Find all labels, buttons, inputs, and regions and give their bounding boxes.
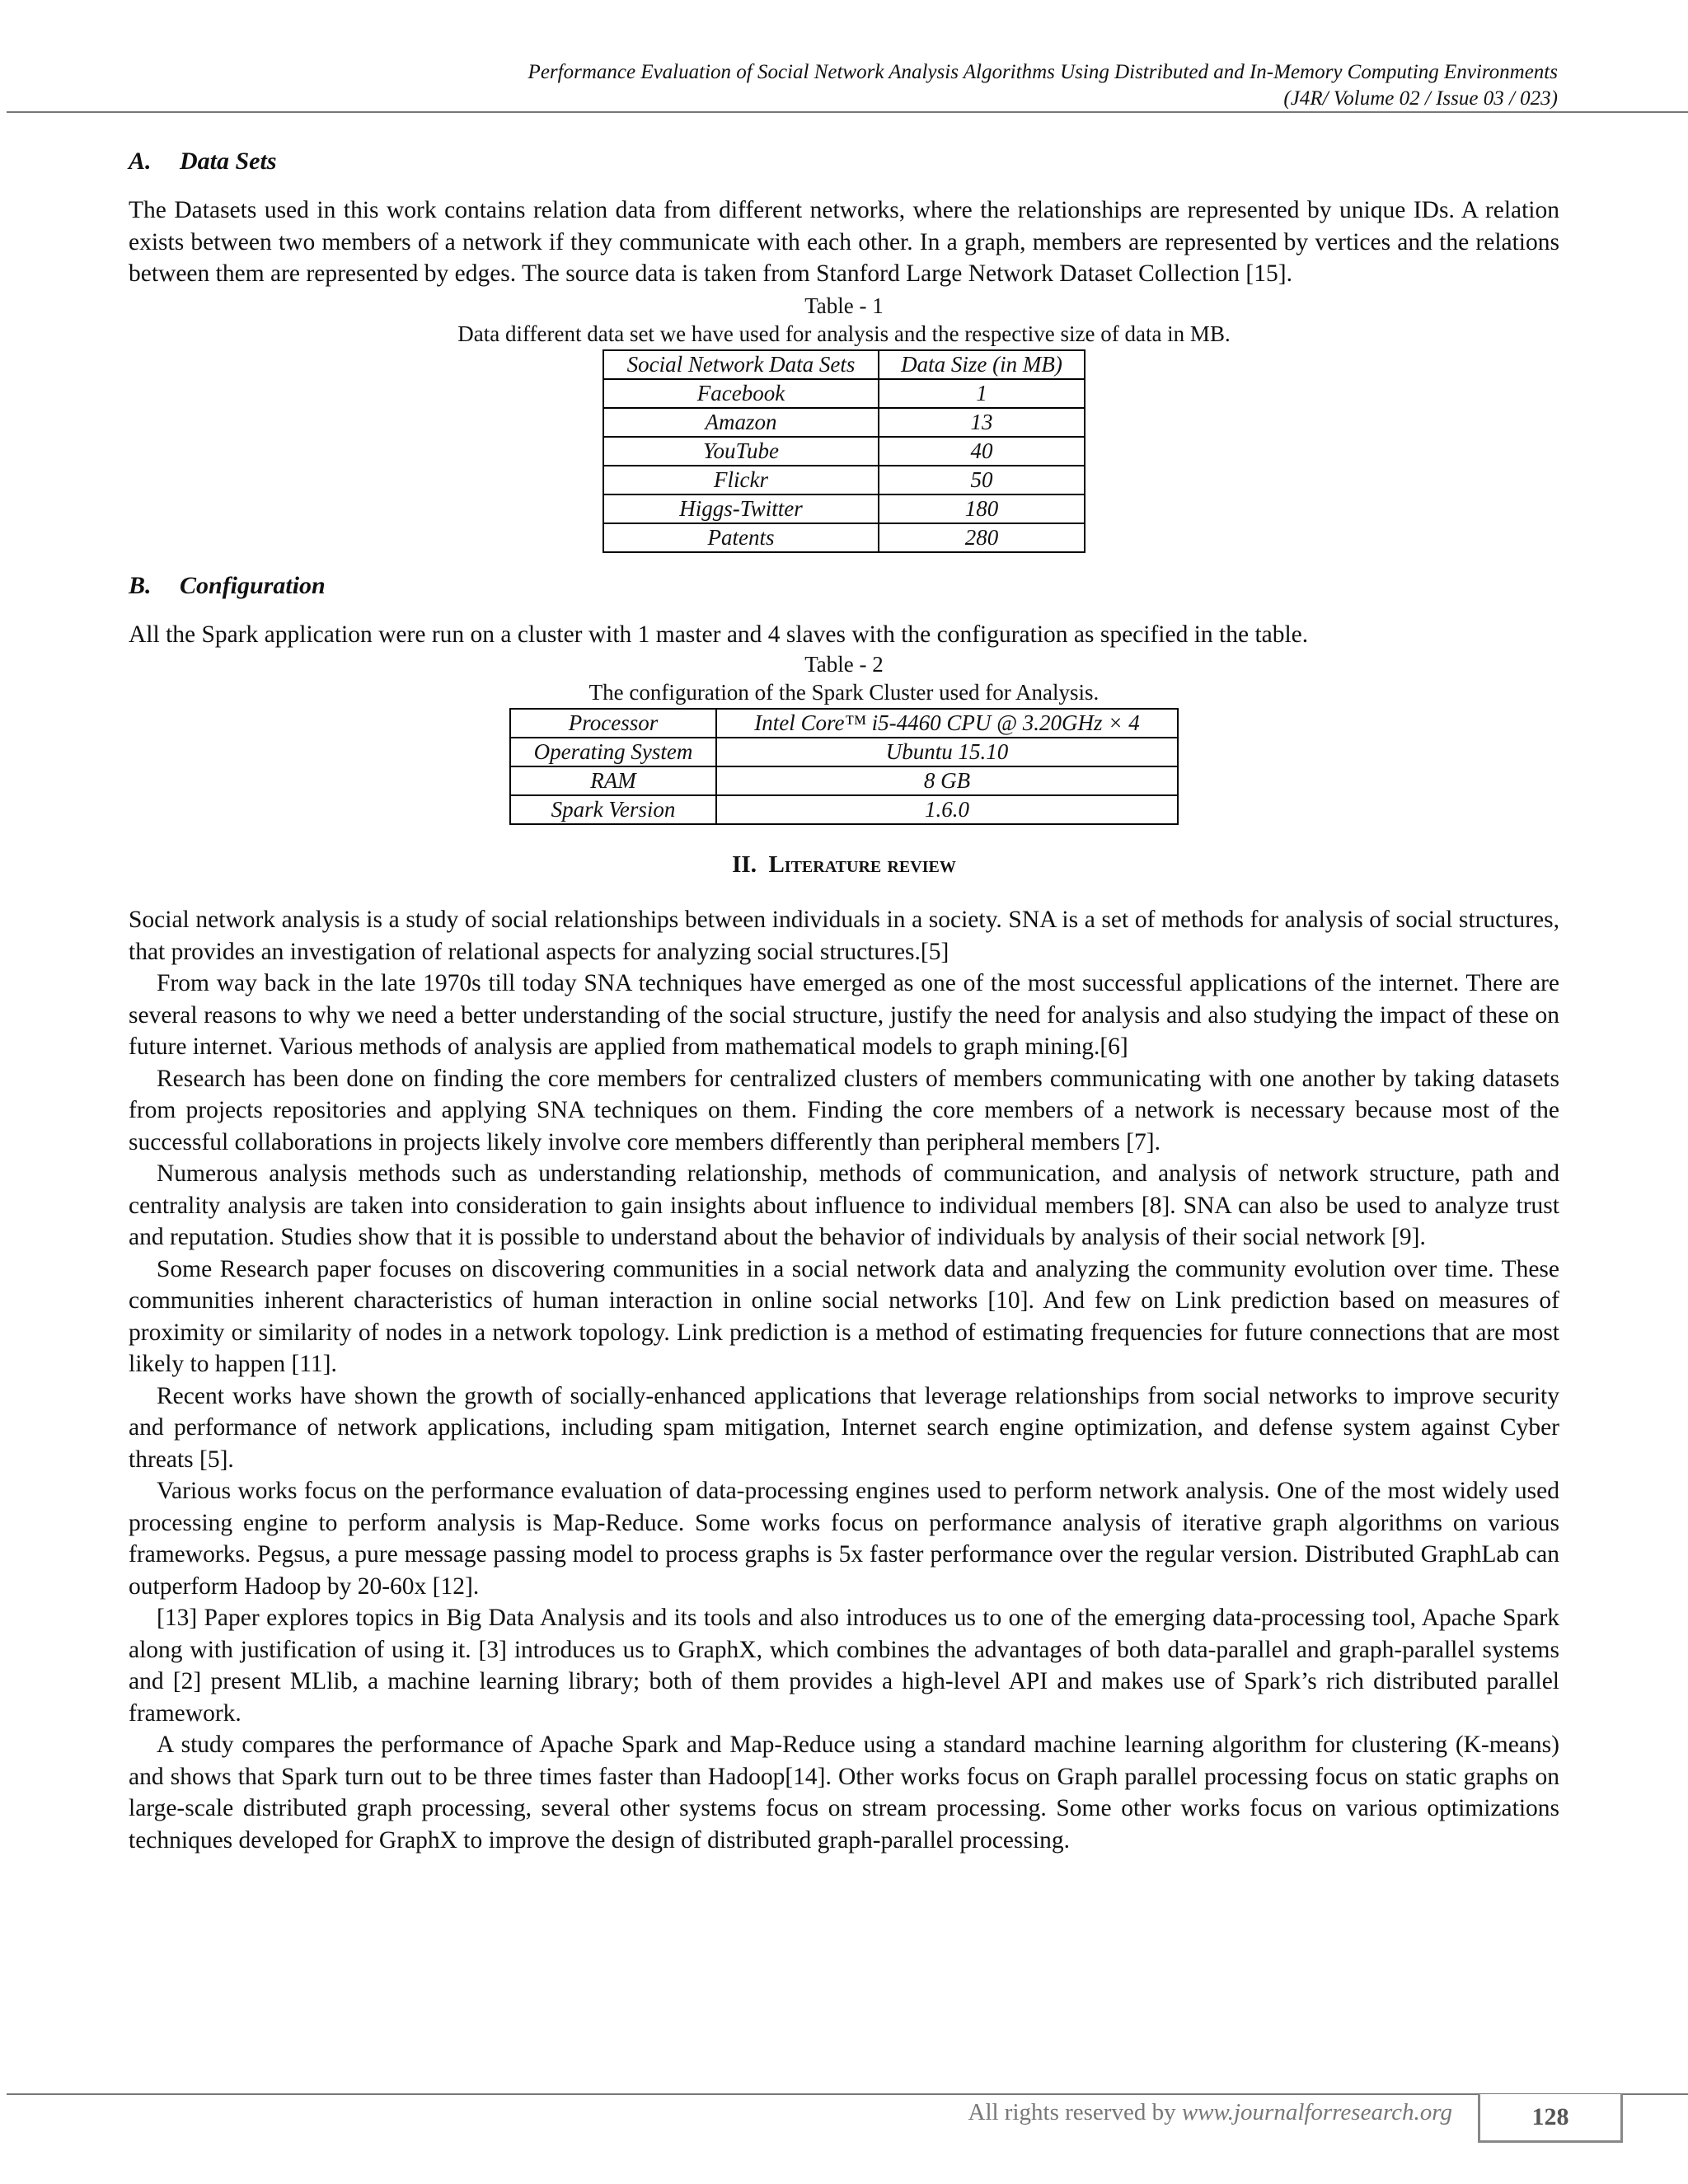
table-row <box>603 350 1085 379</box>
footer-url: www.journalforresearch.org <box>1181 2099 1452 2125</box>
table-row <box>603 408 1085 437</box>
body-paragraph: [13] Paper explores topics in Big Data Analysis and its tools and also introduces us to one of the emerging data-processing tool, Apache Spark along with justification of using it. [3] introduces us to GraphX, which combines the advantages of both data-parallel and graph-parallel systems and [2] present MLlib, a machine learning library; both of them provides a high-level API and makes use of Spark’s rich distributed parallel framework. <box>129 1605 1559 1727</box>
table-cell: Ubuntu 15.10 <box>716 738 1178 766</box>
table-cell: 180 <box>879 494 1085 523</box>
table-cell: 1 <box>879 379 1085 408</box>
table-cell: YouTube <box>603 437 879 466</box>
footer-rights-label: All rights reserved by <box>968 2099 1176 2125</box>
section-2-number: II. <box>732 851 757 878</box>
table-cell: Processor <box>510 709 716 738</box>
table-cell: Amazon <box>603 408 879 437</box>
table1-label: Table - 1 <box>804 293 884 318</box>
table-row <box>510 795 1178 824</box>
section-a-paragraph: The Datasets used in this work contains relation data from different networks, where the relationships are represented by unique IDs. A relation exists between two members of a network if they communicate with each other. In a graph, members are represented by vertices and the relations between them are represented by edges. The source data is taken from Stanford Large Network Dataset Collection [15]. <box>129 197 1559 287</box>
body-paragraph: Some Research paper focuses on discovering communities in a social network data and analyzing the community evolution over time. These communities inherent characteristics of human interaction in online social networks [10]. And few on Link prediction based on measures of proximity or similarity of nodes in a network topology. Link prediction is a method of estimating frequencies for future connections that are most likely to happen [11]. <box>129 1255 1559 1377</box>
footer-divider <box>7 2093 1688 2095</box>
table-row <box>510 738 1178 766</box>
header-issue: (J4R/ Volume 02 / Issue 03 / 023) <box>1283 87 1558 110</box>
body-paragraph: Recent works have shown the growth of socially-enhanced applications that leverage relationships from social networks to improve security and performance of network applications, including spam mitigation, Internet search engine optimization, and defense system against Cyber threats [5]. <box>129 1382 1559 1473</box>
table-cell: Flickr <box>603 466 879 494</box>
table-row <box>603 437 1085 466</box>
table-cell: 13 <box>879 408 1085 437</box>
table-cell: 1.6.0 <box>716 795 1178 824</box>
table-cell: Facebook <box>603 379 879 408</box>
body-paragraph: From way back in the late 1970s till today SNA techniques have emerged as one of the most successful applications of the internet. There are several reasons to why we need a better understanding of the social structure, justify the need for analysis and also studying the impact of these on future internet. Various methods of analysis are applied from mathematical models to graph mining.[6] <box>129 970 1559 1060</box>
table2 <box>509 708 1179 825</box>
footer-rights <box>968 2099 1453 2126</box>
section-2-heading <box>129 848 1559 881</box>
table-cell: Intel Core™ i5-4460 CPU @ 3.20GHz × 4 <box>716 709 1178 738</box>
section-b-label: B. <box>129 571 152 599</box>
body-paragraph: Research has been done on finding the core members for centralized clusters of members communicating with one another by taking datasets from projects repositories and applying SNA techniques on them. Finding the core members of a network is necessary because most of the successful collaborations in projects likely involve core members differently than peripheral members [7]. <box>129 1065 1559 1155</box>
table1-caption: Data different data set we have used for analysis and the respective size of data in MB. <box>457 321 1231 346</box>
body-paragraph: Social network analysis is a study of social relationships between individuals in a society. SNA is a set of methods for analysis of social structures, that provides an investigation of relational aspects for analyzing social structures.[5] <box>129 907 1559 965</box>
table-cell: Spark Version <box>510 795 716 824</box>
table-cell: 50 <box>879 466 1085 494</box>
section-a-heading <box>129 145 1559 178</box>
table-cell: RAM <box>510 766 716 795</box>
table-header-cell: Data Size (in MB) <box>879 350 1085 379</box>
table-cell: Patents <box>603 523 879 552</box>
table-cell: 40 <box>879 437 1085 466</box>
section-a-label: A. <box>129 148 152 175</box>
table-cell: 8 GB <box>716 766 1178 795</box>
table-row <box>603 466 1085 494</box>
table2-caption: The configuration of the Spark Cluster used for Analysis. <box>588 680 1100 705</box>
table1 <box>603 349 1085 553</box>
body-paragraph: Various works focus on the performance evaluation of data-processing engines used to perform network analysis. One of the most widely used processing engine to perform analysis is Map-Reduce. Some works focus on performance analysis of iterative graph algorithms on various frameworks. Pegsus, a pure message passing model to process graphs is 5x faster performance over the regular version. Distributed GraphLab can outperform Hadoop by 20-60x [12]. <box>129 1478 1559 1600</box>
table-row <box>603 494 1085 523</box>
body-paragraph: Numerous analysis methods such as understanding relationship, methods of communication, and analysis of network structure, path and centrality analysis are taken into consideration to gain insights about influence to individual members [8]. SNA can also be used to analyze trust and reputation. Studies show that it is possible to understand about the behavior of individuals by analysis of their social network [9]. <box>129 1160 1559 1250</box>
header-divider <box>7 111 1688 113</box>
table-row <box>510 709 1178 738</box>
table-row <box>603 379 1085 408</box>
table2-label: Table - 2 <box>804 652 884 677</box>
table-header-cell: Social Network Data Sets <box>603 350 879 379</box>
table-row <box>510 766 1178 795</box>
section-b-heading <box>129 569 1559 602</box>
table-cell: Higgs-Twitter <box>603 494 879 523</box>
body-paragraph: A study compares the performance of Apache Spark and Map-Reduce using a standard machine learning algorithm for clustering (K-means) and shows that Spark turn out to be three times faster than Hadoop[14]. Other works focus on Graph parallel processing focus on static graphs on large-scale distributed graph processing, several other systems focus on stream processing. Some other works focus on various optimizations techniques developed for GraphX to improve the design of distributed graph-parallel processing. <box>129 1732 1559 1854</box>
section-2-title: Literature review <box>768 851 956 878</box>
header-title: Performance Evaluation of Social Network Analysis Algorithms Using Distributed and In-Memory Computing Environments <box>528 61 1558 83</box>
section-b-title: Configuration <box>180 571 326 599</box>
section-a-title: Data Sets <box>180 148 277 175</box>
section-b-paragraph: All the Spark application were run on a cluster with 1 master and 4 slaves with the configuration as specified in the table. <box>129 621 1309 648</box>
page-number: 128 <box>1478 2094 1623 2143</box>
page-content <box>129 140 1559 1856</box>
table-cell: 280 <box>879 523 1085 552</box>
table-cell: Operating System <box>510 738 716 766</box>
running-header <box>528 59 1558 112</box>
table-row <box>603 523 1085 552</box>
